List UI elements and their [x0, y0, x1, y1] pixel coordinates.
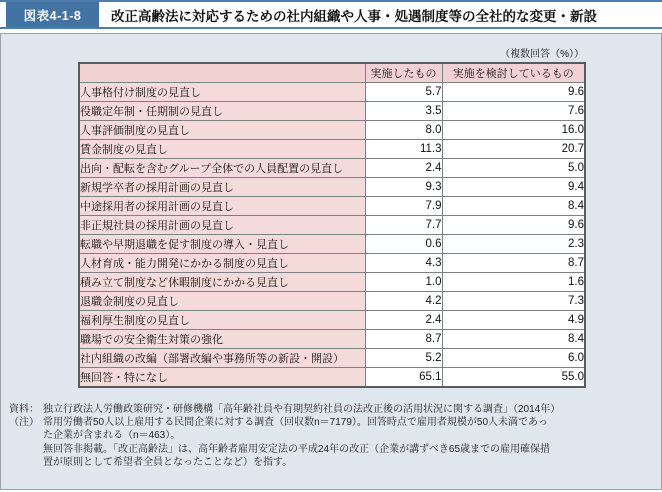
column-header-implemented: 実施したもの — [365, 63, 442, 83]
column-header-considering: 実施を検討しているもの — [442, 63, 585, 83]
table-row — [79, 102, 585, 121]
survey-table — [78, 62, 586, 388]
content-panel — [0, 33, 662, 490]
table-body — [79, 83, 585, 388]
row-label: 転職や早期退職を促す制度の導入・見直し — [79, 235, 365, 254]
implemented-value: 0.6 — [365, 235, 442, 254]
implemented-value: 7.7 — [365, 216, 442, 235]
note-label: （注） — [9, 417, 39, 429]
row-label: 新規学卒者の採用計画の見直し — [79, 178, 365, 197]
considering-value: 20.7 — [442, 140, 585, 159]
implemented-value: 2.4 — [365, 311, 442, 330]
considering-value: 55.0 — [442, 368, 585, 388]
considering-value: 8.7 — [442, 254, 585, 273]
footnotes — [9, 403, 560, 469]
figure-header — [0, 0, 662, 29]
note-line — [9, 456, 560, 469]
source-text: 独立行政法人労働政策研究・研修機構「高年齢社員や有期契約社員の法改正後の活用状況に関する調査」（2014年） — [43, 404, 561, 415]
considering-value: 9.4 — [442, 178, 585, 197]
considering-value: 7.3 — [442, 292, 585, 311]
row-label: 人事評価制度の見直し — [79, 121, 365, 140]
note-text: 無回答非掲載。「改正高齢法」は、高年齢者雇用安定法の平成24年の改正（企業が講ずべき65歳までの雇用確保措 — [43, 443, 551, 455]
implemented-value: 65.1 — [365, 368, 442, 388]
considering-value: 5.0 — [442, 159, 585, 178]
note-text: 置が原則として希望者全員となったことなど）を指す。 — [43, 456, 293, 468]
table-row — [79, 311, 585, 330]
row-label: 中途採用者の採用計画の見直し — [79, 197, 365, 216]
note-line — [9, 429, 560, 442]
table-row — [79, 159, 585, 178]
considering-value: 16.0 — [442, 121, 585, 140]
considering-value: 4.9 — [442, 311, 585, 330]
table-row — [79, 178, 585, 197]
row-label: 役職定年制・任期制の見直し — [79, 102, 365, 121]
considering-value: 6.0 — [442, 349, 585, 368]
implemented-value: 5.2 — [365, 349, 442, 368]
note-line — [9, 416, 560, 429]
considering-value: 9.6 — [442, 216, 585, 235]
implemented-value: 11.3 — [365, 140, 442, 159]
implemented-value: 9.3 — [365, 178, 442, 197]
implemented-value: 5.7 — [365, 83, 442, 102]
row-label: 職場での安全衛生対策の強化 — [79, 330, 365, 349]
source-label: 資料： — [9, 404, 39, 415]
implemented-value: 8.7 — [365, 330, 442, 349]
considering-value: 1.6 — [442, 273, 585, 292]
table-row — [79, 235, 585, 254]
considering-value: 8.4 — [442, 197, 585, 216]
table-row — [79, 121, 585, 140]
implemented-value: 1.0 — [365, 273, 442, 292]
table-row — [79, 216, 585, 235]
row-label: 社内組織の改編（部署改編や事務所等の新設・開設） — [79, 349, 365, 368]
table-row — [79, 349, 585, 368]
considering-value: 7.6 — [442, 102, 585, 121]
row-label: 退職金制度の見直し — [79, 292, 365, 311]
row-label: 福利厚生制度の見直し — [79, 311, 365, 330]
considering-value: 8.4 — [442, 330, 585, 349]
considering-value: 2.3 — [442, 235, 585, 254]
table-row — [79, 140, 585, 159]
figure-number-badge: 図表4-1-8 — [6, 2, 99, 27]
row-label: 無回答・特になし — [79, 368, 365, 388]
empty-header-cell — [79, 63, 365, 83]
row-label: 人事格付け制度の見直し — [79, 83, 365, 102]
note-text: た企業が含まれる（n＝463）。 — [43, 430, 181, 442]
row-label: 非正規社員の採用計画の見直し — [79, 216, 365, 235]
note-text: 常用労働者50人以上雇用する民間企業に対する調査（回収数n＝7179）。回答時点で雇用者規模が50人未満であっ — [43, 417, 548, 429]
table-header — [79, 63, 585, 83]
implemented-value: 4.2 — [365, 292, 442, 311]
implemented-value: 4.3 — [365, 254, 442, 273]
table-row — [79, 197, 585, 216]
table-row — [79, 330, 585, 349]
implemented-value: 8.0 — [365, 121, 442, 140]
row-label: 賃金制度の見直し — [79, 140, 365, 159]
row-label: 積み立て制度など休暇制度にかかる見直し — [79, 273, 365, 292]
implemented-value: 3.5 — [365, 102, 442, 121]
row-label: 人材育成・能力開発にかかる制度の見直し — [79, 254, 365, 273]
figure-title: 改正高齢法に対応するための社内組織や人事・処遇制度等の全社的な変更・新設 — [111, 8, 597, 24]
table-row — [79, 83, 585, 102]
table-row — [79, 254, 585, 273]
row-label: 出向・配転を含むグループ全体での人員配置の見直し — [79, 159, 365, 178]
table-row — [79, 273, 585, 292]
table-row — [79, 368, 585, 388]
header-row — [79, 63, 585, 83]
implemented-value: 2.4 — [365, 159, 442, 178]
note-line — [9, 443, 560, 456]
multiple-answer-note: （複数回答（%）） — [500, 49, 584, 60]
table-row — [79, 292, 585, 311]
considering-value: 9.6 — [442, 83, 585, 102]
source-note — [9, 403, 560, 416]
implemented-value: 7.9 — [365, 197, 442, 216]
